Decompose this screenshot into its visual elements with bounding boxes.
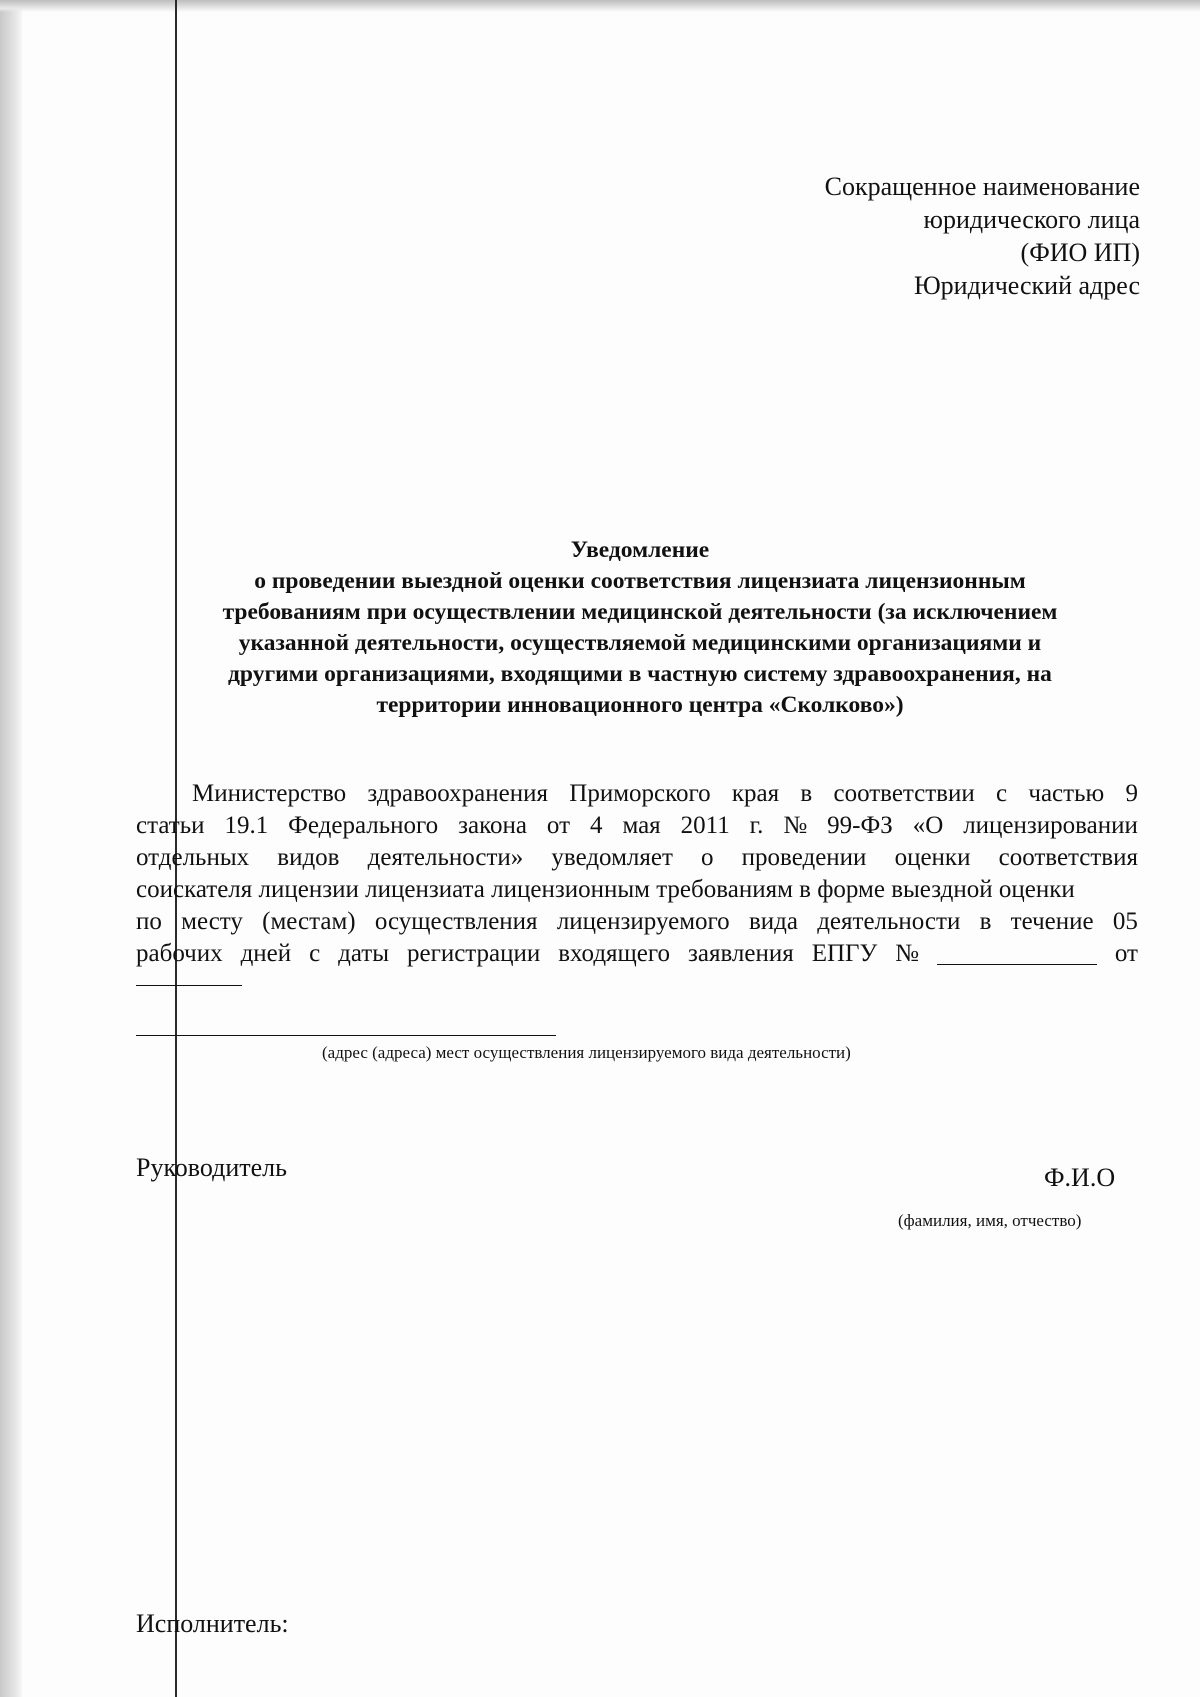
body-word: регистрации [406,940,541,967]
body-word: проведении [741,844,867,871]
body-word: вида [748,908,798,935]
body-line [136,938,1138,970]
body-word: мая [622,812,661,839]
body-word: заявления [687,940,794,967]
body-word: месту [181,908,243,935]
body-word: ЕПГУ [811,940,878,967]
body-word: о [701,844,714,871]
body-word: Приморского [569,780,711,807]
body-word: Федерального [288,812,439,839]
body-word: уведомляет [551,844,673,871]
body-word: «О [912,812,944,839]
addressee-line: Юридический адрес [913,271,1140,300]
body-word: отдельных [136,844,250,871]
body-word: с [996,780,1008,807]
body-word: края [731,780,780,807]
body-word: 99-ФЗ [827,812,893,839]
body-word: лицензируемого [556,908,730,935]
scan-edge-shadow [0,0,22,1697]
notice-body [136,778,1138,970]
body-line [136,810,1138,842]
body-word: осуществления [374,908,538,935]
signatory-name: Ф.И.О [1044,1163,1116,1192]
notice-subtitle-line: требованиям при осуществлении медицинской деятельности (за исключением [222,599,1058,625]
body-word: в [979,908,992,935]
body-word: в [800,780,813,807]
body-word: Министерство [192,780,347,807]
body-word: закона [458,812,527,839]
body-word: 4 [589,812,603,839]
body-word: даты [338,940,390,967]
address-blank [136,1035,556,1036]
scan-top-shadow [0,0,1200,12]
body-word: с [309,940,321,967]
addressee-line: Сокращенное наименование [824,172,1140,201]
body-line [136,842,1138,874]
address-caption: (адрес (адреса) мест осуществления лицензируемого вида деятельности) [322,1043,851,1062]
addressee-line: (ФИО ИП) [1020,238,1140,267]
body-word: по [136,908,162,935]
body-word: г. [749,812,764,839]
body-word: входящего [558,940,671,967]
body-word: деятельности» [367,844,524,871]
date-prefix: от [1114,940,1138,967]
body-word: деятельности [817,908,961,935]
notice-subtitle-line: указанной деятельности, осуществляемой медицинскими организациями и [238,630,1042,656]
notice-subtitle-line: другими организациями, входящими в частную систему здравоохранения, на [228,661,1052,687]
notice-heading: Уведомление [570,537,710,563]
body-word: видов [277,844,340,871]
addressee-block [825,170,1140,302]
addressee-line: юридического лица [923,205,1140,234]
body-word: 19.1 [224,812,269,839]
body-word: статьи [136,812,205,839]
body-word: соискателя лицензии лицензиата лицензионным требованиям в форме выездной оценки [136,876,1075,903]
body-line [136,778,1138,810]
body-word: от [546,812,571,839]
signatory-role: Руководитель [136,1153,287,1182]
body-word: № [783,812,808,839]
body-line [136,906,1138,938]
body-word: течение [1010,908,1094,935]
registration-number-blank [937,938,1097,965]
notice-subtitle-line: территории инновационного центра «Сколково») [376,692,904,718]
body-word: 2011 [680,812,730,839]
body-word: 05 [1112,908,1138,935]
body-word: лицензировании [963,812,1138,839]
notice-subtitle-line: о проведении выездной оценки соответствия лицензиата лицензионным [254,568,1026,594]
body-word: № [895,940,919,967]
body-word: оценки [894,844,971,871]
body-word: рабочих [136,940,223,967]
executor-label: Исполнитель: [136,1609,289,1638]
notice-title [160,535,1120,721]
body-word: здравоохранения [367,780,548,807]
body-word: соответствия [998,844,1138,871]
body-word: 9 [1125,780,1138,807]
body-word: частью [1028,780,1105,807]
body-word: дней [240,940,292,967]
body-word: (местам) [262,908,356,935]
date-blank [136,985,242,986]
body-word: соответствии [833,780,975,807]
body-line [136,874,1138,906]
signatory-name-caption: (фамилия, имя, отчество) [898,1211,1082,1230]
